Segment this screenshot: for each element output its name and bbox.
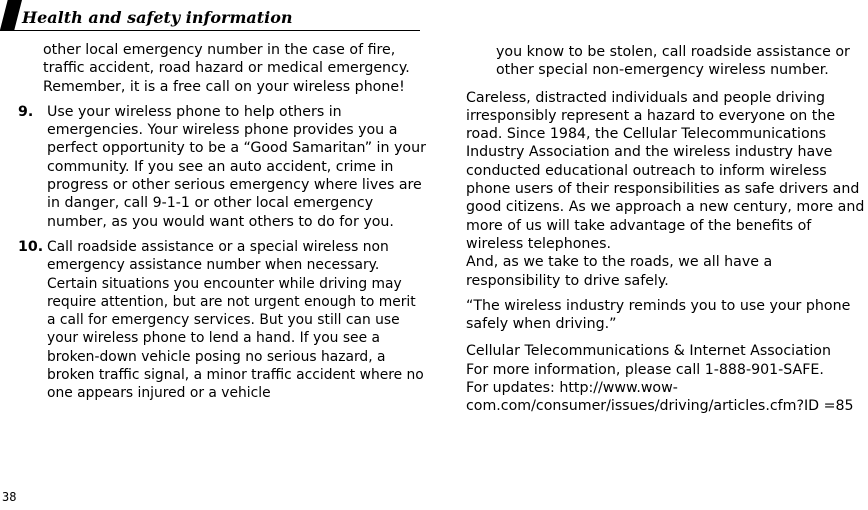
continued-item-text: you know to be stolen, call roadside assistance or other special non-emergency wireless number. [496,44,850,79]
info-line: For more information, please call 1-888-901-SAFE. [466,361,824,378]
page-header-title: Health and safety information [22,8,293,27]
numbered-item-9 [18,103,426,231]
body-paragraph: And, as we take to the roads, we all have a responsibility to drive safely. [466,254,773,289]
item-number: 9. [18,103,34,120]
numbered-item-10 [18,238,426,403]
header-rule [0,30,420,31]
header-accent-bar [0,0,22,30]
updates-line: For updates: http://www.wow-com.com/consumer/issues/driving/articles.cfm?ID =85 [466,380,854,415]
body-paragraph: Careless, distracted individuals and people driving irresponsibly represent a hazard to everyone on the road. Since 1984, the Cellular Telecommunications Industry Association and the wireless industry have conducted educational outreach to inform wireless phone users of their responsibilities as safe drivers and good citizens. As we approach a new century, more and more of us will take advantage of the benefits of wireless telephones. [466,89,865,252]
left-column [18,41,426,403]
attribution-line: Cellular Telecommunications & Internet Association [466,343,831,360]
page-number: 38 [2,490,17,504]
right-column [466,43,868,416]
item-text: Use your wireless phone to help others in emergencies. Your wireless phone provides you a perfect opportunity to be a “Good Samaritan” in your community. If you see an auto accident, crime in progress or other serious emergency where lives are in danger, call 9-1-1 or other local emergency number, as you would want others to do for you. [47,103,426,230]
item-text: Call roadside assistance or a special wireless non emergency assistance number when necessary. Certain situations you encounter while driving may require attention, but are not urgent enough to merit a call for emergency services. But you still can use your wireless phone to lend a hand. If you see a broken-down vehicle posing no serious hazard, a broken traffic signal, a minor traffic accident where no one appears injured or a vehicle [47,238,424,402]
item-number: 10. [18,238,44,255]
continued-paragraph: other local emergency number in the case of fire, traffic accident, road hazard or medical emergency. Remember, it is a free call on your wireless phone! [43,42,410,95]
quote-paragraph: “The wireless industry reminds you to use your phone safely when driving.” [466,297,851,333]
